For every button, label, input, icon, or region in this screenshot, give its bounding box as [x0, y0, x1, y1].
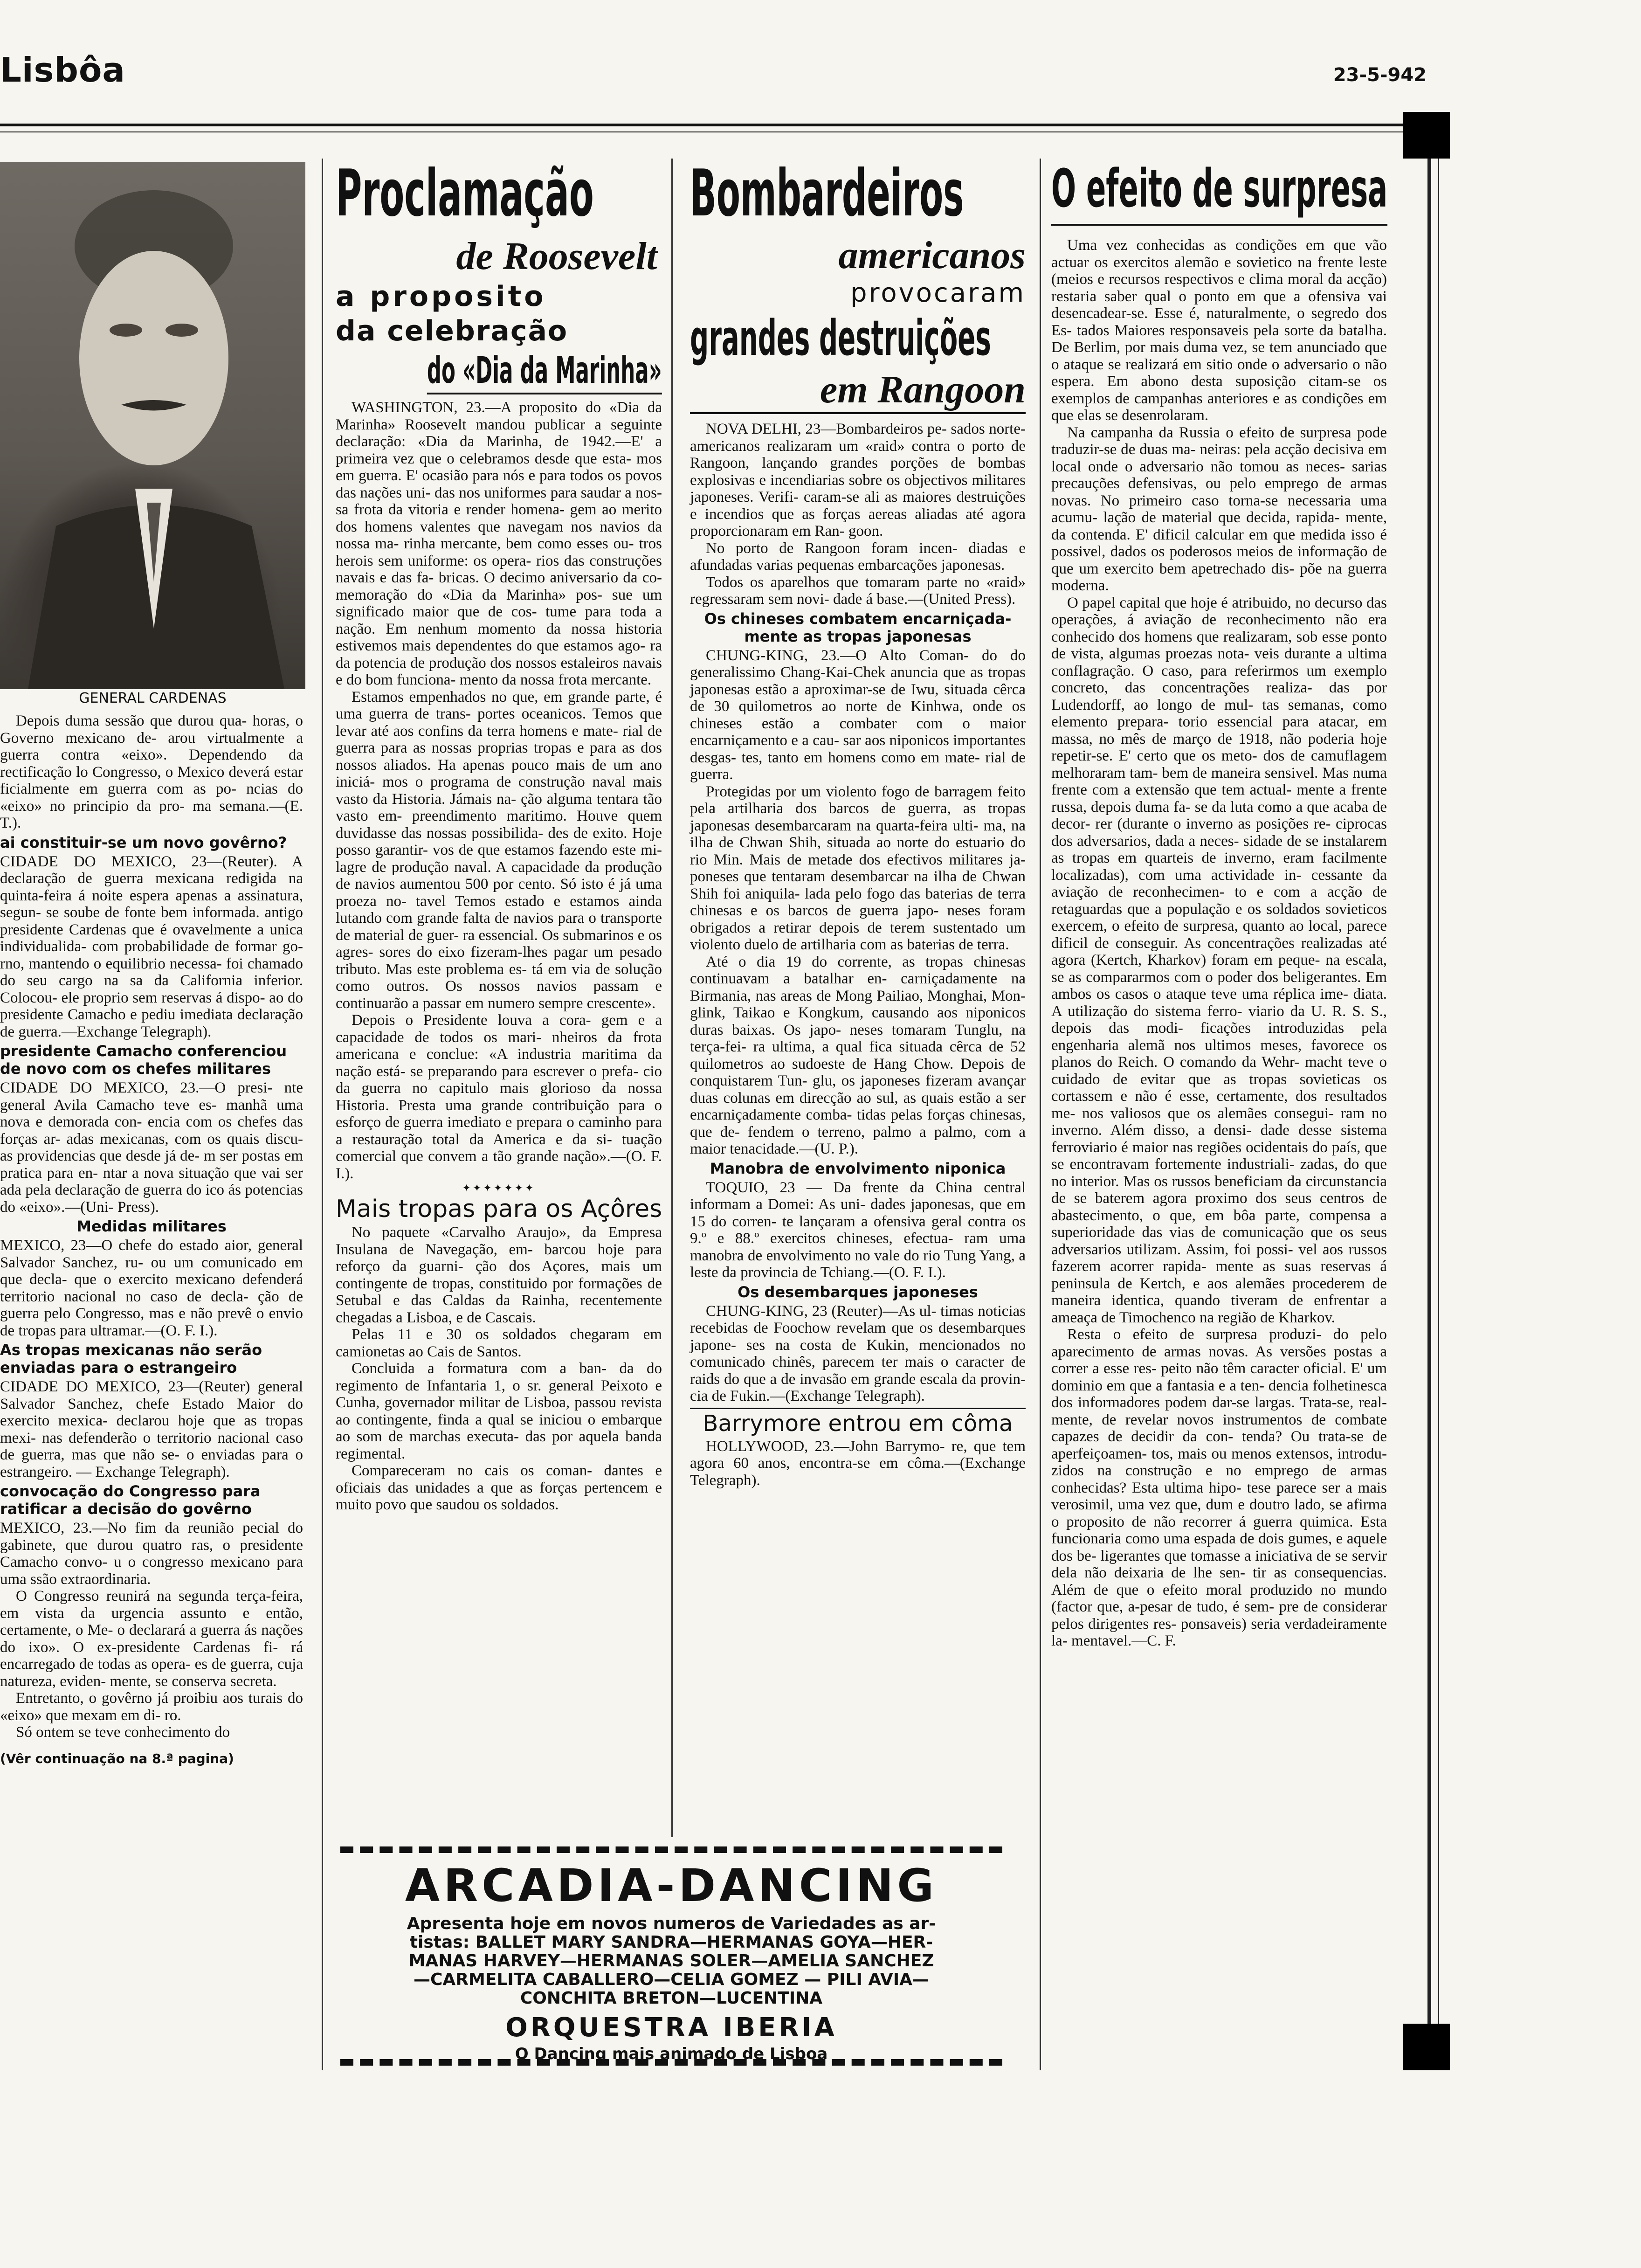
article-subheading: Os desembarques japoneses [738, 1283, 978, 1301]
article-paragraph: CHUNG-KING, 23 (Reuter)—As ul- timas noticias recebidas de Foochow revelam que os desembarques japone- ses na costa de Kukin, mencionados no comunicado chinês, parecem ter mais o caracter de raids do que a de invasão em grande escala da provin- cia de Fukin.—(Exchange Telegraph). [690, 1302, 1026, 1404]
article-paragraph: CIDADE DO MEXICO, 23.—O presi- nte general Avila Camacho teve es- manhã uma nova e demorada con- encia com os chefes das forças ar- adas mexicanas, com os quais discu- as providencias que desde já de- m ser postas em pratica para en- ntar a nova situação que vai ser ada pela declaração de guerra do ico ás potencias do «eixo».—(Uni- Press). [0, 1079, 303, 1216]
article-paragraph: Resta o efeito de surpresa produzi- do pelo aparecimento de armas novas. As versões postas a correr a esse res- peito não têm caracter oficial. E' um dominio em que a fantasia e a ten- dencia folhetinesca dos informadores podem dar-se largas. Trata-se, real- mente, de revelar novos instrumentos de combate capazes de decidir da con- tenda? Ou trata-se de aperfeiçoamen- tos, mais ou menos extensos, introdu- zidos na construção e no emprego de armas conhecidas? Esta ultima hipo- tese parece ser a mais verosimil, uma vez que, dum e doutro lado, se afirma o proposito de não recorrer á guerra quimica. Esta funcionaria como uma espada de dois gumes, e aquele dos be- ligerantes que tomasse a iniciativa de se servir dela não deixaria de lhe sen- tir as consequencias. Além de que o efeito moral produzido no mundo (factor que, a-pesar de tudo, é sem- pre de considerar pelos dirigentes res- ponsaveis) seria verdadeiramente la- mentavel.—C. F. [1051, 1326, 1387, 1649]
column-3-text [690, 154, 1026, 1489]
ad-orchestra: ORQUESTRA IBERIA [505, 2012, 837, 2043]
article-paragraph: Compareceram no cais os coman- dantes e oficiais das unidades a que as forças pertencem e muito povo que saudou os soldados. [336, 1462, 662, 1513]
headline-bombardeiros: Bombardeiros [690, 156, 964, 231]
article-paragraph: Pelas 11 e 30 os soldados chegaram em camionetas ao Cais de Santos. [336, 1326, 662, 1360]
right-border-rule-thin [1438, 159, 1439, 2024]
headline-provocaram: provocaram [850, 278, 1026, 308]
article-paragraph: No porto de Rangoon foram incen- diadas e afundadas varias pequenas embarcações japonesas. [690, 539, 1026, 574]
article-subheading: presidente Camacho conferenciou de novo com os chefes militares [0, 1042, 287, 1078]
article-paragraph: Até o dia 19 do corrente, as tropas chinesas continuavam a batalhar en- carniçadamente na Birmania, nas areas de Mong Pailiao, Monghai, Mon- glink, Taikao e Kongkum, causando aos niponicos duras baixas. Os japo- neses tomaram Tunglu, na terça-fei- ra ultima, a qual fica situada cêrca de 52 quilometros ao sudoeste de Hang Chow. Depois de conquistarem Tun- glu, os japoneses fizeram avançar duas colunas em direcção ao sul, as quais estão a ser encarniçadamente comba- tidas pelas forças chinesas, que de- fendem o terreno, palmo a palmo, com a maior tenacidade.—(U. P.). [690, 953, 1026, 1157]
ad-title: ARCADIA-DANCING [405, 1860, 938, 1912]
general-cardenas-photo [0, 162, 305, 689]
headline-grandes-destruicoes: grandes destruições [690, 310, 991, 366]
headline-barrymore: Barrymore entrou em côma [690, 1408, 1026, 1438]
ad-line: Apresenta hoje em novos numeros de Variedades as ar- [407, 1914, 936, 1933]
headline-dia-da-marinha-wrap [336, 349, 662, 393]
article-paragraph: Depois o Presidente louva a cora- gem e a capacidade de todos os mari- nheiros da frota americana e conclue: «A industria maritima da nação está- se preparando para escrever o prefa- cio da guerra no capitulo mais glorioso da nossa Historia. Presta uma grande contribuição para o esforço de guerra imediato e prepara o caminho para a restauração total da America e da si- tuação comercial que convem a tão grande nação».—(O. F. I.). [336, 1012, 662, 1182]
article-paragraph: CHUNG-KING, 23.—O Alto Coman- do do generalissimo Chang-Kai-Chek anuncia que as tropas japonesas estão a aproximar-se de Iwu, situada cêrca de 30 quilometros ao norte de Kinhwa, onde os chineses estão a combater com o maior encarniçamento e a cau- sar aos niponicos importantes desgas- tes, tanto em homens como em mate- rial de guerra. [690, 647, 1026, 783]
article-paragraph: O papel capital que hoje é atribuido, no decurso das operações, á aviação de reconhecimento não era conhecido dos homens que realizaram, sob esse ponto de vista, algumas proezas nota- veis durante a ultima conflagração. O caso, para referirmos um exemplo concreto, das concentrações realiza- das por Ludendorff, ao longo de mul- tas semanas, como elemento prepara- torio essencial para atacar, em massa, no mês de março de 1918, não poderia hoje repetir-se. E' certo que os meto- dos de camuflagem melhoraram tam- bem de maneira sensivel. Mas numa frente com a extensão que tem actual- mente a frente russa, depois duma fa- se da luta como a que acaba de decor- rer (durante o inverno as posições re- ciprocas dos adversarios, dada a neces- sidade de se instalarem as tropas em quarteis de inverno, eram facilmente localizadas), com uma actividade in- cessante da aviação de reconhecimen- to e com a acção de retaguardas que a população e os soldados sovieticos exercem, o efeito de surpresa, quanto ao local, parece dificil de conseguir. As concentrações realizadas até agora (Kertch, Kharkov) foram em peque- na escala, se as compararmos com o poder dos beligerantes. Em ambos os casos o ataque teve uma réplica ime- diata. A utilização do sistema ferro- viario da U. R. S. S., depois das modi- ficações introduzidas pela engenharia alemã nos ultimos meses, favorece os planos do Reich. O comando da Wehr- macht teve o cuidado de evitar que as tropas sovieticas os cortassem e não é esse, certamente, dos resultados me- nos valiosos que os alemães consegui- ram no inverno. Além disso, a densi- dade desse sistema ferroviario é maior nas regiões ocidentais do país, que se encontravam fortemente industriali- zadas, do que no interior. Mas os russos beneficiam da circunstancia de se baterem agora proximo dos seus centros de abastecimento, o que, em bôa parte, compensa a superioridade das vias de comunicação que os seus adversarios utilizam. Assim, foi possi- vel aos russos fazerem acorrer rapida- mente as suas reservas á peninsula de Kertch, e aos alemães procederem de maneira identica, quando tiveram de enfrentar a ameaça de Timochenco na região de Kharkov. [1051, 594, 1387, 1326]
top-rule [0, 124, 1450, 126]
arcadia-dancing-advertisement [340, 1846, 1002, 2066]
ad-line: —CARMELITA CABALLERO—CELIA GOMEZ — PILI AVIA— [414, 1970, 929, 1989]
article-paragraph: MEXICO, 23.—No fim da reunião pecial do gabinete, que durou quatro ras, o presidente Camacho convo- u o congresso mexicano para uma ssão extraordinaria. [0, 1520, 303, 1588]
article-paragraph: HOLLYWOOD, 23.—John Barrymo- re, que tem agora 60 anos, encontra-se em côma.—(Exchange Telegraph). [690, 1438, 1026, 1489]
article-paragraph: Entretanto, o govêrno já proibiu aos turais do «eixo» que mexam em di- ro. [0, 1690, 303, 1724]
corner-block-top [1403, 112, 1450, 159]
headline-dia-da-marinha: do «Dia da Marinha» [427, 349, 662, 394]
article-paragraph: CIDADE DO MEXICO, 23—(Reuter) general Salvador Sanchez, chefe Estado Maior do exercito mexica- declarou hoje que as tropas mexi- nas defenderão o territorio nacional caso de guerra, mas que não se- o enviadas para o estrangeiro. — Exchange Telegraph). [0, 1378, 303, 1480]
article-paragraph: Uma vez conhecidas as condições em que vão actuar os exercitos alemão e sovietico na frente leste (meios e recursos respectivos e clima moral da acção) restaria saber qual o ponto em que a ofensiva vai desencadear-se. Esse é, naturalmente, o segredo dos Es- tados Maiores responsaveis pela sorte da batalha. De Berlim, por mais duma vez, se tem anunciado que o ataque se realizará em sitio onde o adversario o não espera. Em abono desta suposição citam-se os exemplos de campanhas anteriores e as condições em que elas se desenrolaram. [1051, 237, 1387, 424]
article-paragraph: Protegidas por um violento fogo de barragem feito pela artilharia dos barcos de guerra, as tropas japonesas desembarcaram na quarta-feira ulti- ma, na ilha de Chwan Shih, situada ao norte do estuario do rio Min. Mais de metade dos efectivos militares ja- poneses que tentaram desembarcar na ilha de Chwan Shih foi aniquila- lada pelo fogo das baterias de terra chinesas e os barcos de guerra japo- neses foram obrigados a retirar depois de terem sustentado um violento duelo de artilharia com as baterias de terra. [690, 783, 1026, 953]
article-paragraph: O Congresso reunirá na segunda terça-feira, em vista da urgencia assunto e então, certamente, o Me- o declarará a guerra ás nações do ixo». O ex-presidente Cardenas fi- rá encarregado de todas as opera- es de guerra, cuja natureza, eviden- mente, se conserva secreta. [0, 1588, 303, 1690]
column-divider [1040, 159, 1041, 2070]
article-subheading: Manobra de envolvimento niponica [710, 1159, 1006, 1177]
headline-mais-tropas: Mais tropas para os Açôres [336, 1195, 662, 1223]
article-paragraph: TOQUIO, 23 — Da frente da China central informam a Domei: As uni- dades japonesas, que em 15 do corren- te lançaram a ofensiva geral contra os 9.º e 88.º exercitos chineses, efectua- ram uma manobra de envolvimento no vale do rio Tung Yang, a leste da provincia de Tchiang.—(O. F. I.). [690, 1179, 1026, 1281]
article-subheading: As tropas mexicanas não serão enviadas para o estrangeiro [0, 1341, 262, 1376]
headline-da-celebracao: da celebração [336, 315, 568, 347]
article-subheading: Os chineses combatem encarniçada- mente as tropas japonesas [704, 609, 1012, 645]
column-4-text [1051, 154, 1387, 1650]
column-divider [671, 159, 673, 1837]
article-paragraph: No paquete «Carvalho Araujo», da Empresa Insulana de Navegação, em- barcou hoje para reforço da guarni- ção dos Açores, mais um contingente de tropas, constituido por formações de Setubal e das Caldas da Rainha, recentemente chegadas a Lisboa, e de Cascais. [336, 1224, 662, 1326]
top-rule-thin [0, 131, 1450, 132]
headline-a-proposito: a proposito [336, 280, 546, 313]
portrait-illustration [0, 162, 305, 689]
article-paragraph: Todos os aparelhos que tomaram parte no «raid» regressaram sem novi- dade á base.—(United Press). [690, 574, 1026, 608]
column-2-text [336, 154, 662, 1514]
article-subheading: Medidas militares [76, 1217, 227, 1235]
headline-americanos: americanos [838, 234, 1026, 277]
photo-caption: GENERAL CARDENAS [79, 690, 227, 706]
masthead-paper-name: Lisbôa [0, 50, 126, 90]
headline-de-roosevelt: de Roosevelt [456, 235, 657, 278]
corner-block-bottom [1403, 2024, 1450, 2070]
column-1-text [0, 712, 303, 1767]
article-paragraph: Concluida a formatura com a ban- da do regimento de Infantaria 1, o sr. general Peixoto e Cunha, governador militar de Lisboa, passou revista ao contingente, finda a qual se iniciou o embarque ao som de marchas executa- das por aquela banda regimental. [336, 1360, 662, 1462]
right-border-rule [1427, 159, 1431, 2024]
article-paragraph: Depois duma sessão que durou qua- horas, o Governo mexicano de- arou virtualmente a guerra contra «eixo». Dependendo da rectificação lo Congresso, o Mexico deverá estar ficialmente em guerra com as po- ncias do «eixo» no principio da pro- ma semana.—(E. T.). [0, 712, 303, 831]
article-subheading: convocação do Congresso para ratificar a decisão do govêrno [0, 1482, 261, 1518]
ad-line: tistas: BALLET MARY SANDRA—HERMANAS GOYA—HER- [409, 1933, 933, 1952]
ad-line: MANAS HARVEY—HERMANAS SOLER—AMELIA SANCHEZ [408, 1951, 934, 1971]
article-subheading: ai constituir-se um novo govêrno? [0, 833, 287, 851]
article-paragraph: NOVA DELHI, 23—Bombardeiros pe- sados norte-americanos realizaram um «raid» contra o porto de Rangoon, lançando grandes porções de bombas explosivas e incendiarias sobre os objectivos militares japoneses. Verifi- caram-se ali as maiores destruições e incendios que as forças aereas aliadas até agora proporcionaram em Ran- goon. [690, 421, 1026, 539]
article-paragraph: Na campanha da Russia o efeito de surpresa pode traduzir-se de duas ma- neiras: pela acção decisiva em local onde o adversario não tomou as neces- sarias precauções defensivas, ou pelo emprego de armas novas. No primeiro caso torna-se necessaria uma acumu- lação de material que decida, rapida- mente, da contenda. E' dificil calcular em que medida isso é possivel, dados os poderosos meios de informação de que um exercito bem apetrechado dis- põe na guerra moderna. [1051, 424, 1387, 594]
article-paragraph: MEXICO, 23—O chefe do estado aior, general Salvador Sanchez, ru- ou um comunicado em que decla- que o exercito mexicano defenderá territorio nacional no caso de decla- ção de guerra pelo Congresso, mas e não prevê o envio de tropas para ultramar.—(O. F. I.). [0, 1237, 303, 1339]
headline-proclamacao: Proclamação [336, 156, 594, 231]
headline-em-rangoon: em Rangoon [690, 367, 1026, 414]
column-divider [322, 159, 323, 2070]
ad-footer: O Dancing mais animado de Lisboa [515, 2045, 828, 2063]
article-paragraph: Estamos empenhados no que, em grande parte, é uma guerra de trans- portes oceanicos. Temos que levar até aos confins da terra homens e mate- rial de guerra para as nossas proprias tropas e para as dos nossos aliados. Ha apenas pouco mais de um ano iniciá- mos o programa de construção naval mais vasto da Historia. Jámais na- ção alguma tentara tão vasto em- preendimento maritimo. Houve quem duvidasse das nossas possibilida- des de exito. Hoje posso garantir- vos de que estamos fazendo este mi- lagre de produção naval. A capacidade da produção de navios aumentou 500 por cento. Só isto é já uma proeza no- tavel Temos estado e estamos ainda lutando com grande falta de navios para o transporte de material de guer- ra essencial. Os submarinos e os agres- sores do eixo fizeram-lhes pagar um pesado tributo. Mas este problema es- tá em via de solução como outros. Os nossos navios passam e continuarão a passar em numero sempre crescente». [336, 688, 662, 1012]
headline-efeito-de-surpresa: O efeito de surpresa [1051, 154, 1387, 226]
masthead-date: 23-5-942 [1333, 64, 1427, 86]
article-paragraph: Só ontem se teve conhecimento do [16, 1724, 230, 1741]
continuation-note: (Vêr continuação na 8.ª pagina) [0, 1750, 234, 1766]
article-paragraph: WASHINGTON, 23.—A proposito do «Dia da Marinha» Roosevelt mandou publicar a seguinte declaração: «Dia da Marinha, de 1942.—E' a primeira vez que o celebramos desde que esta- mos em guerra. E' ocasião para nós e para todos os povos das nações uni- das nos uniformes para saudar a nos- sa frota da vitoria e render homena- gem ao merito dos homens valentes que navegam nos navios da nossa ma- rinha mercante, bem como esses ou- tros herois sem uniforme: os opera- rios das construções navais e das fa- bricas. O decimo aniversario da co- memoração do «Dia da Marinha» pos- sue um significado maior que de cos- tume para toda a nação. Em nenhum momento da nossa historia estivemos mais dependentes do que estamos ago- ra da potencia de produção dos nossos estaleiros navais e do bom funciona- mento da nossa frota mercante. [336, 399, 662, 688]
article-paragraph: CIDADE DO MEXICO, 23—(Reuter). A declaração de guerra mexicana redigida na quinta-feira á noite espera apenas a assinatura, segun- se soube de fonte bem informada. antigo presidente Cardenas que é ovavelmente a unica individualida- com probabilidade de formar go- rno, mantendo o equilibrio necessa- foi chamado do seu cargo na sa da California inferior. Colocou- ele proprio sem reservas á dispo- ao do presidente Camacho e pediu imediata declaração de guerra.—Exchange Telegraph). [0, 853, 303, 1040]
ad-line: CONCHITA BRETON—LUCENTINA [520, 1989, 823, 2008]
ornament-separator: ✦✦✦✦✦✦✦ [462, 1182, 536, 1194]
